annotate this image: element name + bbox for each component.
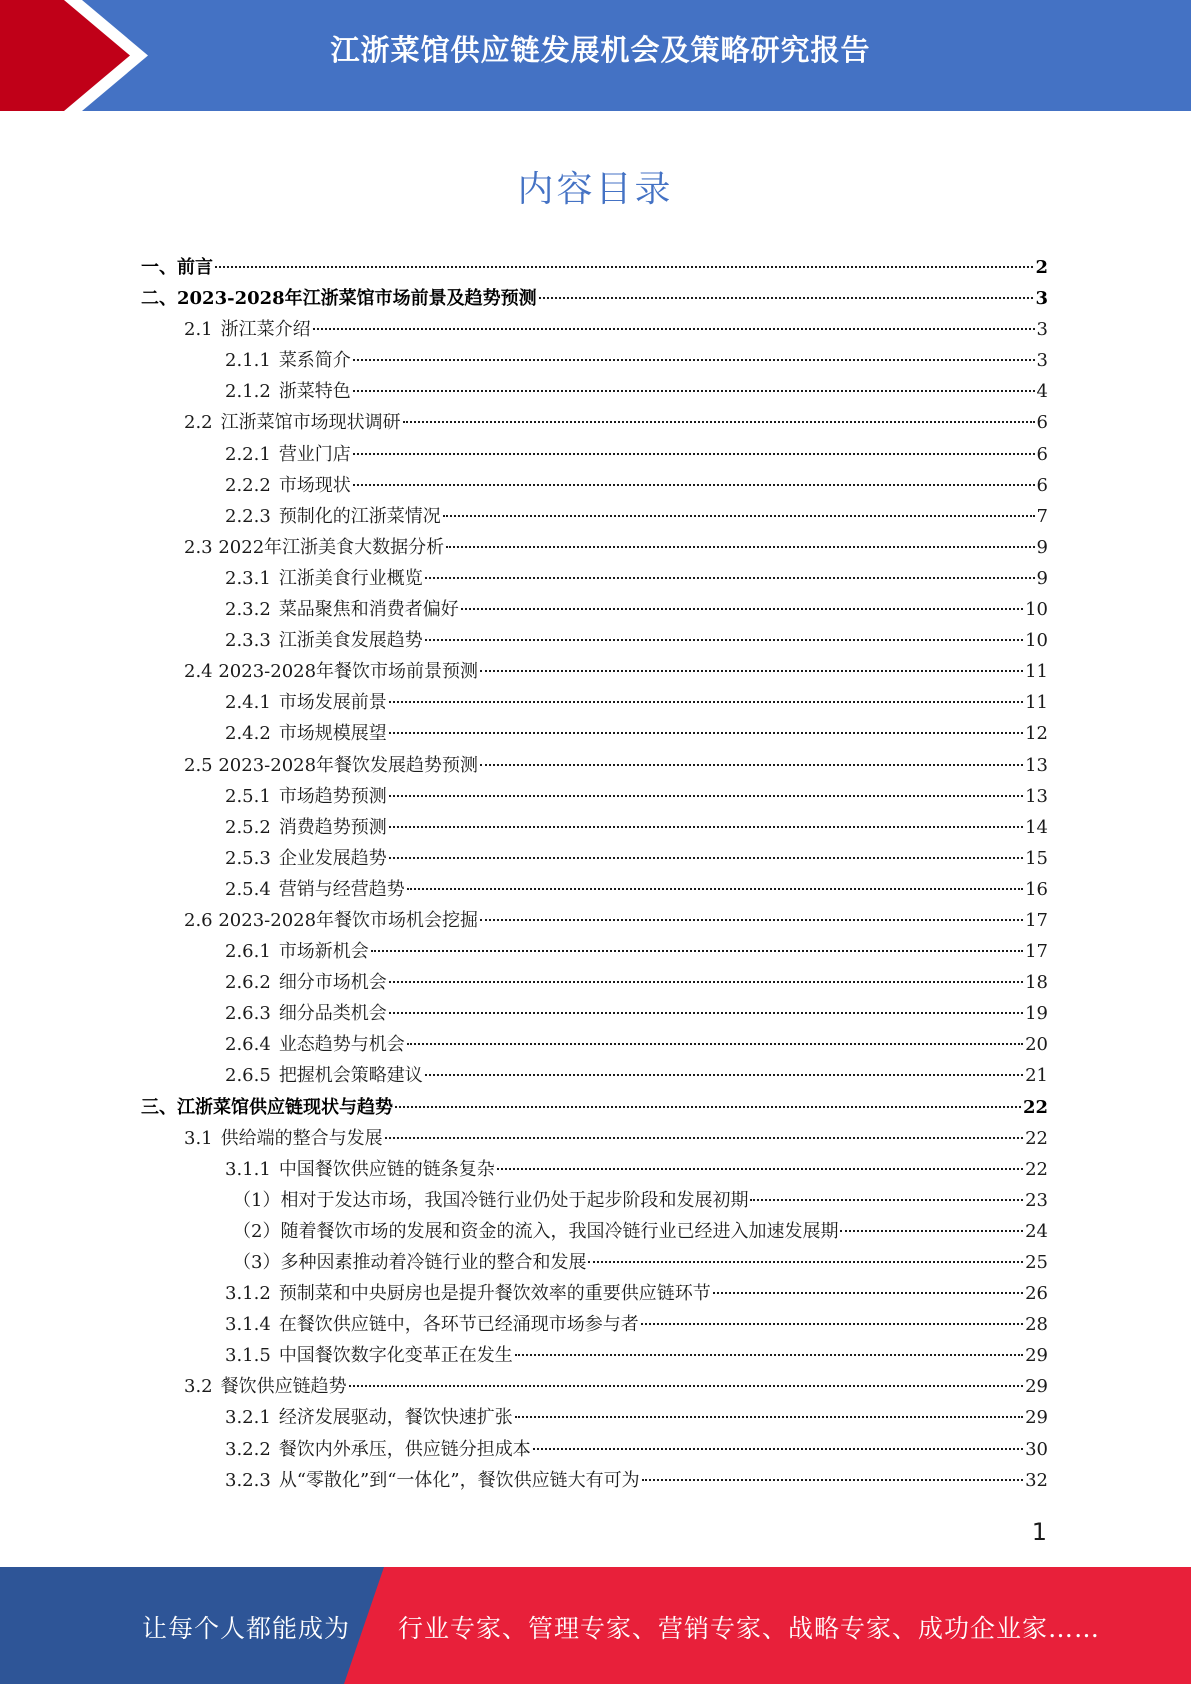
toc-entry-page: 6 <box>1036 412 1048 434</box>
toc-entry-page: 3 <box>1035 288 1048 310</box>
toc-dot-leader <box>533 1448 1023 1450</box>
toc-dot-leader <box>313 328 1035 330</box>
toc-entry-text: 2.4 2023-2028年餐饮市场前景预测 <box>184 661 479 683</box>
toc-entry-text: 市场新机会 <box>278 941 369 963</box>
toc-entry-number: 2.5.4 <box>225 878 271 900</box>
toc-entry-number: 2.6.1 <box>225 941 271 963</box>
toc-entry-text: 预制菜和中央厨房也是提升餐饮效率的重要供应链环节 <box>278 1283 711 1305</box>
toc-entry[interactable] <box>141 999 1048 1030</box>
toc-entry-label <box>184 315 311 341</box>
toc-entry-number: 3.2.2 <box>225 1438 271 1460</box>
toc-entry-page: 14 <box>1025 816 1048 838</box>
toc-entry-label <box>141 284 537 310</box>
toc-entry-page: 13 <box>1025 754 1048 776</box>
toc-entry-page: 22 <box>1022 1096 1048 1118</box>
toc-entry-number: 2.2 <box>184 412 213 434</box>
toc-entry-text: 消费趋势预测 <box>278 816 387 838</box>
toc-dot-leader <box>389 857 1023 859</box>
toc-entry-text: 菜系简介 <box>278 350 351 372</box>
toc-entry-page: 11 <box>1025 692 1048 714</box>
toc-dot-leader <box>371 950 1023 952</box>
toc-entry-page: 9 <box>1036 567 1048 589</box>
toc-entry[interactable] <box>141 937 1048 968</box>
toc-entry-text: 中国餐饮供应链的链条复杂 <box>278 1158 495 1180</box>
toc-entry-number: 3.1 <box>184 1127 213 1149</box>
toc-dot-leader <box>353 390 1035 392</box>
toc-entry[interactable] <box>141 471 1048 502</box>
toc-entry-text: 营销与经营趋势 <box>278 878 405 900</box>
toc-entry-label <box>225 1310 639 1336</box>
toc-entry-label <box>184 657 478 683</box>
page-number: 1 <box>1031 1518 1047 1546</box>
toc-entry[interactable] <box>141 595 1048 626</box>
toc-entry-number: 3.2.1 <box>225 1407 271 1429</box>
toc-entry-number: 2.3.1 <box>225 567 271 589</box>
toc-entry-text: 市场规模展望 <box>278 723 387 745</box>
toc-entry[interactable] <box>141 1155 1048 1186</box>
toc-entry[interactable] <box>141 1186 1048 1217</box>
toc-dot-leader <box>425 639 1023 641</box>
toc-dot-leader <box>353 453 1035 455</box>
toc-entry-text: 把握机会策略建议 <box>278 1065 423 1087</box>
toc-dot-leader <box>425 1074 1023 1076</box>
toc-dot-leader <box>349 1385 1023 1387</box>
toc-entry[interactable] <box>141 1124 1048 1155</box>
toc-entry-text: 2.5 2023-2028年餐饮发展趋势预测 <box>184 754 479 776</box>
toc-entry-label <box>233 1217 838 1243</box>
toc-entry[interactable] <box>141 1435 1048 1466</box>
toc-entry-text: 江浙美食发展趋势 <box>278 630 423 652</box>
toc-entry-label <box>184 906 478 932</box>
toc-entry-page: 29 <box>1025 1345 1048 1367</box>
toc-entry[interactable] <box>141 1030 1048 1061</box>
toc-entry-page: 20 <box>1025 1034 1048 1056</box>
toc-entry-page: 24 <box>1025 1220 1048 1242</box>
toc-entry-label <box>225 564 423 590</box>
toc-entry-label <box>225 1155 495 1181</box>
toc-entry[interactable] <box>141 657 1048 688</box>
toc-entry-number: 2.5.3 <box>225 847 271 869</box>
toc-entry-label <box>225 502 441 528</box>
toc-entry-text: 2.6 2023-2028年餐饮市场机会挖掘 <box>184 909 479 931</box>
toc-entry[interactable] <box>141 719 1048 750</box>
header-arrow-decoration <box>0 0 200 111</box>
toc-dot-leader <box>389 795 1023 797</box>
toc-entry-text: 细分品类机会 <box>278 1003 387 1025</box>
footer-slogan-left: 让每个人都能成为 <box>142 1614 351 1643</box>
toc-entry[interactable] <box>141 626 1048 657</box>
toc-entry-page: 11 <box>1025 661 1048 683</box>
toc-dot-leader <box>389 1012 1023 1014</box>
toc-dot-leader <box>389 701 1023 703</box>
toc-entry-text: 经济发展驱动，餐饮快速扩张 <box>278 1407 513 1429</box>
toc-entry-number: 2.4.1 <box>225 692 271 714</box>
toc-entry-text: 浙菜特色 <box>278 381 351 403</box>
toc-entry-label <box>184 1124 383 1150</box>
toc-entry-text: 市场趋势预测 <box>278 785 387 807</box>
toc-entry-text: 三、江浙菜馆供应链现状与趋势 <box>141 1096 393 1118</box>
toc-entry-text: 预制化的江浙菜情况 <box>278 505 441 527</box>
toc-entry[interactable] <box>141 346 1048 377</box>
toc-entry-label <box>225 346 351 372</box>
toc-entry-page: 17 <box>1025 941 1048 963</box>
toc-entry-label <box>225 688 387 714</box>
toc-entry[interactable] <box>141 502 1048 533</box>
toc-entry-page: 6 <box>1036 443 1048 465</box>
toc-dot-leader <box>389 732 1023 734</box>
toc-entry-label <box>141 1093 393 1119</box>
toc-entry[interactable] <box>141 1061 1048 1092</box>
toc-entry-text: 在餐饮供应链中，各环节已经涌现市场参与者 <box>278 1314 639 1336</box>
toc-entry-label <box>225 440 351 466</box>
toc-dot-leader <box>446 546 1034 548</box>
toc-entry[interactable] <box>141 284 1048 315</box>
toc-dot-leader <box>389 981 1023 983</box>
toc-entry-label <box>225 1279 711 1305</box>
toc-entry[interactable] <box>141 564 1048 595</box>
toc-entry-number: 3.2 <box>184 1376 213 1398</box>
toc-entry-number: 2.3.3 <box>225 630 271 652</box>
toc-entry-label <box>225 1061 423 1087</box>
toc-dot-leader <box>443 515 1035 517</box>
toc-entry-text: 餐饮内外承压，供应链分担成本 <box>278 1438 531 1460</box>
toc-entry-label <box>225 377 351 403</box>
toc-entry-page: 28 <box>1025 1314 1048 1336</box>
toc-entry-text: 菜品聚焦和消费者偏好 <box>278 599 459 621</box>
toc-entry-text: 2.3 2022年江浙美食大数据分析 <box>184 536 445 558</box>
toc-dot-leader <box>480 670 1023 672</box>
toc-entry-number: 2.6.4 <box>225 1034 271 1056</box>
table-of-contents <box>141 253 1048 1497</box>
toc-entry-number: 2.6.3 <box>225 1003 271 1025</box>
toc-entry[interactable] <box>141 1372 1048 1403</box>
toc-dot-leader <box>539 297 1034 299</box>
toc-entry-label <box>225 1466 640 1492</box>
toc-entry-number: 2.5.2 <box>225 816 271 838</box>
footer-slogan-right: 行业专家、管理专家、营销专家、战略专家、成功企业家…… <box>398 1614 1101 1643</box>
toc-entry-text: 二、2023-2028年江浙菜馆市场前景及趋势预测 <box>141 288 537 310</box>
toc-entry[interactable] <box>141 377 1048 408</box>
toc-entry-page: 10 <box>1025 599 1048 621</box>
toc-entry-text: （1）相对于发达市场，我国冷链行业仍处于起步阶段和发展初期 <box>233 1189 749 1211</box>
toc-entry-label <box>225 937 369 963</box>
toc-entry-text: 企业发展趋势 <box>278 847 387 869</box>
toc-dot-leader <box>353 359 1035 361</box>
toc-dot-leader <box>480 919 1023 921</box>
toc-dot-leader <box>407 888 1023 890</box>
toc-entry-label <box>225 719 387 745</box>
toc-dot-leader <box>713 1292 1023 1294</box>
toc-entry-label <box>141 253 213 279</box>
toc-entry-text: 一、前言 <box>141 257 213 278</box>
toc-entry-page: 29 <box>1025 1407 1048 1429</box>
toc-entry-page: 21 <box>1025 1065 1048 1087</box>
toc-entry-page: 7 <box>1036 505 1048 527</box>
toc-entry-number: 3.1.1 <box>225 1158 271 1180</box>
toc-entry-label <box>225 595 459 621</box>
toc-entry-page: 3 <box>1036 350 1048 372</box>
toc-entry-text: 市场发展前景 <box>278 692 387 714</box>
toc-entry-page: 15 <box>1025 847 1048 869</box>
toc-entry-number: 2.2.1 <box>225 443 271 465</box>
toc-entry[interactable] <box>141 1093 1048 1124</box>
toc-entry[interactable] <box>141 688 1048 719</box>
toc-dot-leader <box>750 1199 1023 1201</box>
toc-entry[interactable] <box>141 253 1048 284</box>
toc-entry[interactable] <box>141 1248 1048 1279</box>
toc-entry[interactable] <box>141 1217 1048 1248</box>
toc-entry-label <box>225 968 387 994</box>
toc-dot-leader <box>497 1168 1023 1170</box>
toc-entry-number: 2.5.1 <box>225 785 271 807</box>
toc-entry-text: 浙江菜介绍 <box>220 319 311 341</box>
toc-entry-number: 3.1.5 <box>225 1345 271 1367</box>
toc-entry[interactable] <box>141 1341 1048 1372</box>
toc-entry-page: 32 <box>1025 1469 1048 1491</box>
toc-entry-page: 3 <box>1036 319 1048 341</box>
toc-entry-number: 2.1 <box>184 319 213 341</box>
toc-entry-text: 江浙菜馆市场现状调研 <box>220 412 401 434</box>
toc-entry-label <box>184 751 478 777</box>
toc-entry-number: 2.1.2 <box>225 381 271 403</box>
toc-entry-label <box>225 1403 513 1429</box>
toc-entry-page: 26 <box>1025 1283 1048 1305</box>
toc-entry-label <box>225 626 423 652</box>
toc-dot-leader <box>395 1106 1021 1108</box>
toc-dot-leader <box>425 577 1035 579</box>
toc-dot-leader <box>588 1261 1023 1263</box>
toc-dot-leader <box>641 1323 1023 1325</box>
toc-entry-label <box>184 1372 347 1398</box>
toc-entry[interactable] <box>141 533 1048 564</box>
toc-entry-number: 2.4.2 <box>225 723 271 745</box>
toc-entry-text: 供给端的整合与发展 <box>220 1127 383 1149</box>
toc-entry-label <box>225 813 387 839</box>
toc-entry-text: 江浙美食行业概览 <box>278 567 423 589</box>
toc-entry-page: 30 <box>1025 1438 1048 1460</box>
toc-entry-label <box>225 782 387 808</box>
toc-heading: 内容目录 <box>517 169 674 210</box>
toc-dot-leader <box>515 1354 1023 1356</box>
toc-dot-leader <box>642 1479 1023 1481</box>
toc-dot-leader <box>407 1043 1023 1045</box>
toc-dot-leader <box>385 1137 1023 1139</box>
toc-entry[interactable] <box>141 1279 1048 1310</box>
toc-entry-number: 2.6.5 <box>225 1065 271 1087</box>
toc-entry-text: （2）随着餐饮市场的发展和资金的流入，我国冷链行业已经进入加速发展期 <box>233 1220 839 1242</box>
toc-entry-text: 中国餐饮数字化变革正在发生 <box>278 1345 513 1367</box>
toc-entry-label <box>225 1030 405 1056</box>
toc-entry-number: 2.3.2 <box>225 599 271 621</box>
toc-entry-number: 3.1.4 <box>225 1314 271 1336</box>
toc-entry[interactable] <box>141 751 1048 782</box>
toc-entry[interactable] <box>141 906 1048 937</box>
toc-entry-label <box>225 875 405 901</box>
toc-entry-label <box>233 1186 748 1212</box>
toc-entry[interactable] <box>141 968 1048 999</box>
toc-entry-label <box>225 1341 513 1367</box>
toc-entry-page: 19 <box>1025 1003 1048 1025</box>
toc-entry-text: 业态趋势与机会 <box>278 1034 405 1056</box>
toc-entry[interactable] <box>141 440 1048 471</box>
toc-entry-page: 2 <box>1035 257 1048 278</box>
toc-entry-text: 从“零散化”到“一体化”，餐饮供应链大有可为 <box>278 1469 640 1491</box>
toc-entry-number: 3.1.2 <box>225 1283 271 1305</box>
toc-dot-leader <box>840 1230 1023 1232</box>
toc-entry[interactable] <box>141 408 1048 439</box>
toc-dot-leader <box>389 826 1023 828</box>
toc-entry-page: 22 <box>1025 1127 1048 1149</box>
toc-entry[interactable] <box>141 875 1048 906</box>
toc-entry-text: 细分市场机会 <box>278 972 387 994</box>
report-title: 江浙菜馆供应链发展机会及策略研究报告 <box>330 33 871 67</box>
toc-entry-page: 10 <box>1025 630 1048 652</box>
toc-entry-page: 23 <box>1025 1189 1048 1211</box>
toc-entry-number: 2.2.2 <box>225 474 271 496</box>
toc-entry[interactable] <box>141 1403 1048 1434</box>
toc-entry[interactable] <box>141 1466 1048 1497</box>
toc-entry-label <box>225 471 351 497</box>
toc-entry-text: 营业门店 <box>278 443 351 465</box>
toc-entry-page: 12 <box>1025 723 1048 745</box>
toc-entry-label <box>225 999 387 1025</box>
toc-entry-page: 25 <box>1025 1252 1048 1273</box>
toc-dot-leader <box>515 1416 1023 1418</box>
toc-entry-label <box>184 533 444 559</box>
toc-entry-text: （3）多种因素推动着冷链行业的整合和发展 <box>233 1252 587 1273</box>
toc-dot-leader <box>480 764 1023 766</box>
toc-entry-page: 29 <box>1025 1376 1048 1398</box>
toc-entry-page: 9 <box>1036 536 1048 558</box>
toc-entry-page: 18 <box>1025 972 1048 994</box>
toc-entry-number: 2.1.1 <box>225 350 271 372</box>
toc-entry-page: 17 <box>1025 909 1048 931</box>
toc-entry-page: 13 <box>1025 785 1048 807</box>
toc-entry-page: 22 <box>1025 1158 1048 1180</box>
toc-dot-leader <box>353 484 1035 486</box>
toc-dot-leader <box>461 608 1023 610</box>
toc-entry[interactable] <box>141 782 1048 813</box>
toc-entry-number: 2.6.2 <box>225 972 271 994</box>
toc-entry-label <box>184 408 401 434</box>
toc-entry-number: 2.2.3 <box>225 505 271 527</box>
toc-entry-page: 6 <box>1036 474 1048 496</box>
toc-entry-label <box>225 844 387 870</box>
toc-entry-page: 16 <box>1025 878 1048 900</box>
toc-entry-label <box>225 1435 531 1461</box>
toc-entry[interactable] <box>141 813 1048 844</box>
toc-entry-page: 4 <box>1036 381 1048 403</box>
footer-band <box>0 1567 1191 1684</box>
toc-entry-number: 3.2.3 <box>225 1469 271 1491</box>
toc-entry-label <box>233 1248 586 1274</box>
toc-entry-text: 市场现状 <box>278 474 351 496</box>
toc-entry[interactable] <box>141 315 1048 346</box>
toc-dot-leader <box>403 421 1035 423</box>
toc-entry-text: 餐饮供应链趋势 <box>220 1376 347 1398</box>
toc-entry[interactable] <box>141 1310 1048 1341</box>
header-band <box>0 0 1191 111</box>
toc-entry[interactable] <box>141 844 1048 875</box>
toc-dot-leader <box>215 266 1033 268</box>
